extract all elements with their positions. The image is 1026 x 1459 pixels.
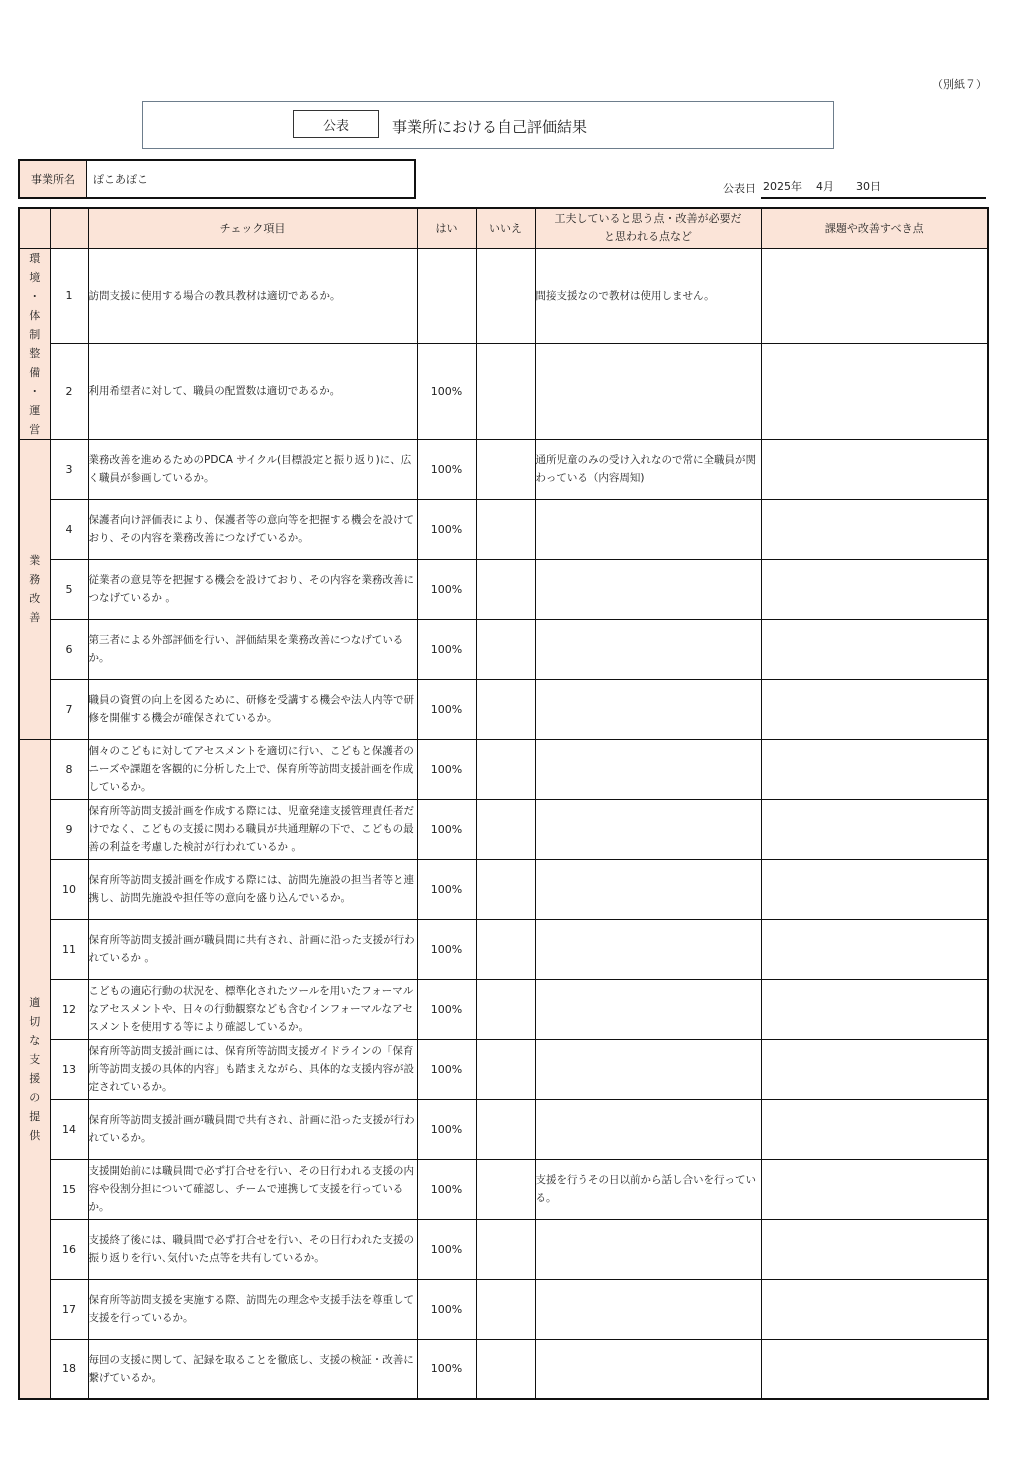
table-row (19, 979, 988, 1039)
no-percentage (476, 1159, 535, 1219)
yes-percentage: 100% (417, 1219, 476, 1279)
no-percentage (476, 248, 535, 344)
improvement-note: 支援を行うその日以前から話し合いを行っている。 (535, 1159, 761, 1219)
issue-note (761, 1099, 988, 1159)
improvement-note (535, 679, 761, 739)
check-item-text: 個々のこどもに対してアセスメントを適切に行い、こどもと保護者のニーズや課題を客観的に分析した上で、保育所等訪問支援計画を作成しているか。 (88, 739, 417, 799)
row-number: 15 (50, 1159, 88, 1219)
table-row (19, 679, 988, 739)
yes-percentage: 100% (417, 859, 476, 919)
improvement-note (535, 344, 761, 440)
issue-note (761, 919, 988, 979)
yes-percentage: 100% (417, 1099, 476, 1159)
category-cell (19, 739, 50, 1399)
row-number: 18 (50, 1339, 88, 1399)
issue-note (761, 1039, 988, 1099)
improvement-note (535, 619, 761, 679)
no-percentage (476, 739, 535, 799)
issue-note (761, 739, 988, 799)
issue-note (761, 1159, 988, 1219)
issue-note (761, 1339, 988, 1399)
issue-note (761, 559, 988, 619)
yes-percentage: 100% (417, 499, 476, 559)
no-percentage (476, 859, 535, 919)
yes-percentage: 100% (417, 679, 476, 739)
check-item-text: 第三者による外部評価を行い、評価結果を業務改善につなげているか。 (88, 619, 417, 679)
table-row (19, 344, 988, 440)
improvement-note (535, 1039, 761, 1099)
check-item-text: 保育所等訪問支援計画には、保育所等訪問支援ガイドラインの「保育所等訪問支援の具体的内容」も踏まえながら、具体的な支援内容が設定されているか。 (88, 1039, 417, 1099)
table-row (19, 1339, 988, 1399)
publish-date (723, 180, 986, 199)
table-row (19, 1219, 988, 1279)
yes-percentage: 100% (417, 799, 476, 859)
category-label-vertical: 業 務 改 善 (29, 554, 41, 624)
evaluation-table (18, 207, 989, 1400)
improvement-note (535, 799, 761, 859)
issue-note (761, 344, 988, 440)
improvement-note (535, 1219, 761, 1279)
table-row (19, 1279, 988, 1339)
publish-date-value (761, 180, 986, 199)
table-row (19, 799, 988, 859)
no-percentage (476, 1279, 535, 1339)
yes-percentage (417, 248, 476, 344)
improvement-note (535, 499, 761, 559)
issue-note (761, 799, 988, 859)
header-no: いいえ (476, 208, 535, 248)
table-row (19, 1099, 988, 1159)
improvement-note (535, 739, 761, 799)
yes-percentage: 100% (417, 1339, 476, 1399)
issue-note (761, 679, 988, 739)
row-number: 12 (50, 979, 88, 1039)
header-number (50, 208, 88, 248)
check-item-text: 毎回の支援に関して、記録を取ることを徹底し、支援の検証・改善に繋げているか。 (88, 1339, 417, 1399)
issue-note (761, 439, 988, 499)
table-row (19, 248, 988, 344)
improvement-note (535, 859, 761, 919)
category-cell (19, 248, 50, 439)
improvement-note (535, 1099, 761, 1159)
improvement-note: 通所児童のみの受け入れなので常に全職員が関わっている（内容周知) (535, 439, 761, 499)
row-number: 3 (50, 439, 88, 499)
row-number: 13 (50, 1039, 88, 1099)
issue-note (761, 499, 988, 559)
no-percentage (476, 559, 535, 619)
yes-percentage: 100% (417, 619, 476, 679)
annex-label: （別紙７） (932, 78, 987, 91)
category-label-vertical: 適 切 な 支 援 の 提 供 (29, 995, 41, 1142)
no-percentage (476, 1339, 535, 1399)
publish-year: 2025年 (763, 180, 802, 193)
table-row (19, 919, 988, 979)
header-yes: はい (417, 208, 476, 248)
row-number: 16 (50, 1219, 88, 1279)
row-number: 11 (50, 919, 88, 979)
row-number: 1 (50, 248, 88, 344)
issue-note (761, 979, 988, 1039)
title-box (142, 101, 834, 149)
check-item-text: こどもの適応行動の状況を、標準化されたツールを用いたフォーマルなアセスメントや、日々の行動観察なども含むインフォーマルなアセスメントを使用する等により確認しているか。 (88, 979, 417, 1039)
no-percentage (476, 1039, 535, 1099)
category-label-vertical: 環 境 ・ 体 制 整 備 ・ 運 営 (29, 251, 41, 436)
table-row (19, 499, 988, 559)
check-item-text: 保育所等訪問支援を実施する際、訪問先の理念や支援手法を尊重して支援を行っているか。 (88, 1279, 417, 1339)
no-percentage (476, 1219, 535, 1279)
table-row (19, 619, 988, 679)
table-body (19, 248, 988, 1399)
row-number: 6 (50, 619, 88, 679)
issue-note (761, 859, 988, 919)
row-number: 14 (50, 1099, 88, 1159)
check-item-text: 業務改善を進めるためのPDCA サイクル(目標設定と振り返り)に、広く職員が参画しているか。 (88, 439, 417, 499)
no-percentage (476, 619, 535, 679)
improvement-note: 間接支援なので教材は使用しません。 (535, 248, 761, 344)
improvement-note (535, 1339, 761, 1399)
no-percentage (476, 1099, 535, 1159)
row-number: 5 (50, 559, 88, 619)
check-item-text: 保育所等訪問支援計画が職員間に共有され、計画に沿った支援が行われているか 。 (88, 919, 417, 979)
no-percentage (476, 439, 535, 499)
publish-date-label: 公表日 (723, 182, 756, 195)
category-cell (19, 439, 50, 739)
yes-percentage: 100% (417, 1039, 476, 1099)
no-percentage (476, 679, 535, 739)
issue-note (761, 1219, 988, 1279)
table-row (19, 859, 988, 919)
no-percentage (476, 344, 535, 440)
check-item-text: 従業者の意見等を把握する機会を設けており、その内容を業務改善につなげているか 。 (88, 559, 417, 619)
check-item-text: 保育所等訪問支援計画が職員間で共有され、計画に沿った支援が行われているか。 (88, 1099, 417, 1159)
office-name-value: ぽこあぽこ (93, 173, 148, 186)
yes-percentage: 100% (417, 344, 476, 440)
yes-percentage: 100% (417, 1279, 476, 1339)
publication-badge: 公表 (293, 110, 379, 138)
yes-percentage: 100% (417, 979, 476, 1039)
row-number: 8 (50, 739, 88, 799)
no-percentage (476, 979, 535, 1039)
check-item-text: 支援終了後には、職員間で必ず打合せを行い、その日行われた支援の振り返りを行い､気付いた点等を共有しているか。 (88, 1219, 417, 1279)
publish-month: 4月 (816, 180, 834, 193)
issue-note (761, 619, 988, 679)
row-number: 9 (50, 799, 88, 859)
header-category (19, 208, 50, 248)
publish-day: 30日 (856, 180, 881, 193)
row-number: 2 (50, 344, 88, 440)
improvement-note (535, 559, 761, 619)
check-item-text: 利用希望者に対して、職員の配置数は適切であるか。 (88, 344, 417, 440)
check-item-text: 職員の資質の向上を図るために、研修を受講する機会や法人内等で研修を開催する機会が確保されているか。 (88, 679, 417, 739)
yes-percentage: 100% (417, 739, 476, 799)
header-issues: 課題や改善すべき点 (761, 208, 988, 248)
no-percentage (476, 499, 535, 559)
check-item-text: 保育所等訪問支援計画を作成する際には、児童発達支援管理責任者だけでなく、こどもの支援に関わる職員が共通理解の下で、こどもの最善の利益を考慮した検討が行われているか 。 (88, 799, 417, 859)
table-row (19, 439, 988, 499)
page-title: 事業所における自己評価結果 (392, 118, 588, 136)
row-number: 4 (50, 499, 88, 559)
header-notes: 工夫していると思う点・改善が必要だと思われる点など (535, 208, 761, 248)
check-item-text: 保護者向け評価表により、保護者等の意向等を把握する機会を設けており、その内容を業務改善につなげているか。 (88, 499, 417, 559)
office-name-label: 事業所名 (20, 161, 87, 197)
table-row (19, 559, 988, 619)
table-row (19, 739, 988, 799)
row-number: 7 (50, 679, 88, 739)
header-check-item: チェック項目 (88, 208, 417, 248)
row-number: 17 (50, 1279, 88, 1339)
improvement-note (535, 919, 761, 979)
improvement-note (535, 979, 761, 1039)
issue-note (761, 1279, 988, 1339)
yes-percentage: 100% (417, 439, 476, 499)
check-item-text: 支援開始前には職員間で必ず打合せを行い、その日行われる支援の内容や役割分担について確認し、チームで連携して支援を行っているか。 (88, 1159, 417, 1219)
no-percentage (476, 919, 535, 979)
office-name-box (18, 159, 416, 199)
improvement-note (535, 1279, 761, 1339)
table-row (19, 1159, 988, 1219)
row-number: 10 (50, 859, 88, 919)
check-item-text: 訪問支援に使用する場合の教具教材は適切であるか。 (88, 248, 417, 344)
yes-percentage: 100% (417, 919, 476, 979)
table-row (19, 1039, 988, 1099)
check-item-text: 保育所等訪問支援計画を作成する際には、訪問先施設の担当者等と連携し、訪問先施設や担任等の意向を盛り込んでいるか。 (88, 859, 417, 919)
no-percentage (476, 799, 535, 859)
issue-note (761, 248, 988, 344)
yes-percentage: 100% (417, 1159, 476, 1219)
yes-percentage: 100% (417, 559, 476, 619)
